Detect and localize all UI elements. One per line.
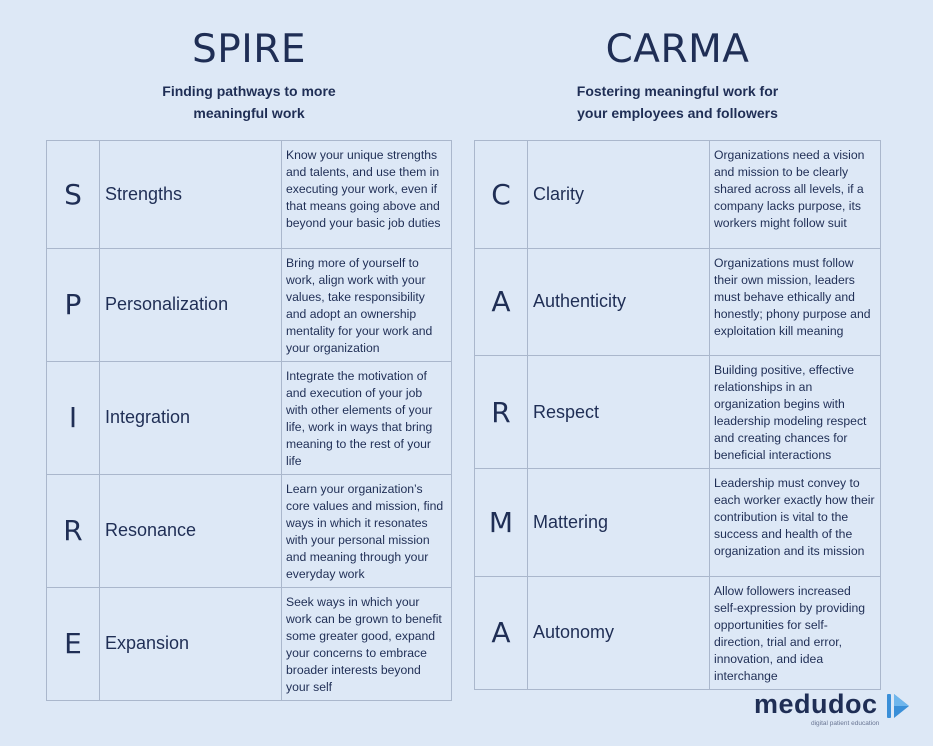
- table-row: [475, 576, 881, 689]
- acronym-description: Allow followers increased self-expression by providing opportunities for self-direction, trial and error, innovation, and idea interchange: [710, 576, 881, 689]
- acronym-description: Building positive, effective relationships in an organization begins with leadership modeling respect and creating chances for beneficial interactions: [710, 356, 881, 469]
- spire-table: [46, 140, 452, 701]
- acronym-letter: R: [47, 474, 100, 587]
- logo-wordmark: medudoc: [754, 689, 878, 719]
- acronym-letter: C: [475, 141, 528, 249]
- carma-title: CARMA: [605, 27, 750, 72]
- carma-subtitle: [474, 80, 881, 124]
- acronym-description: Integrate the motivation of and execution of your job with other elements of your life, work in ways that bring meaning to the rest of your life: [282, 361, 452, 474]
- acronym-word: Clarity: [528, 141, 710, 249]
- acronym-word: Authenticity: [528, 248, 710, 356]
- acronym-description: Learn your organization’s core values and mission, find ways in which it resonates with your personal mission and meaning through your everyday work: [282, 474, 452, 587]
- table-row: [475, 356, 881, 469]
- table-row: [475, 469, 881, 577]
- acronym-letter: A: [475, 248, 528, 356]
- spire-title: SPIRE: [191, 27, 306, 72]
- logo-tagline: digital patient education: [811, 720, 880, 727]
- carma-subtitle-line: Fostering meaningful work for: [576, 83, 779, 99]
- table-row: [475, 141, 881, 249]
- acronym-description: Seek ways in which your work can be grown to benefit some greater good, expand your concerns to embrace broader interests beyond your self: [282, 587, 452, 700]
- spire-subtitle-line: Finding pathways to more: [162, 83, 336, 99]
- table-row: [47, 474, 452, 587]
- acronym-word: Integration: [100, 361, 282, 474]
- acronym-letter: M: [475, 469, 528, 577]
- acronym-letter: R: [475, 356, 528, 469]
- carma-table: [474, 140, 881, 690]
- medudoc-logo[interactable]: [754, 688, 914, 736]
- spire-subtitle-line: meaningful work: [193, 105, 305, 121]
- acronym-letter: P: [47, 248, 100, 361]
- acronym-description: Bring more of yourself to work, align work with your values, take responsibility and adopt an ownership mentality for your work and your organization: [282, 248, 452, 361]
- table-row: [475, 248, 881, 356]
- acronym-word: Personalization: [100, 248, 282, 361]
- acronym-letter: S: [47, 141, 100, 249]
- acronym-word: Respect: [528, 356, 710, 469]
- table-row: [47, 587, 452, 700]
- acronym-word: Mattering: [528, 469, 710, 577]
- acronym-letter: E: [47, 587, 100, 700]
- acronym-word: Strengths: [100, 141, 282, 249]
- acronym-letter: A: [475, 576, 528, 689]
- carma-subtitle-line: your employees and followers: [577, 105, 778, 121]
- table-row: [47, 248, 452, 361]
- acronym-description: Leadership must convey to each worker exactly how their contribution is vital to the success and health of the organization and its mission: [710, 469, 881, 577]
- acronym-word: Expansion: [100, 587, 282, 700]
- acronym-description: Organizations must follow their own mission, leaders must behave ethically and honestly; phony purpose and exploitation kill meaning: [710, 248, 881, 356]
- table-row: [47, 361, 452, 474]
- play-chevron-icon: [887, 692, 913, 725]
- acronym-description: Know your unique strengths and talents, and use them in executing your work, even if that means going above and beyond your basic job duties: [282, 141, 452, 249]
- table-row: [47, 141, 452, 249]
- acronym-letter: I: [47, 361, 100, 474]
- acronym-word: Resonance: [100, 474, 282, 587]
- spire-subtitle: [46, 80, 452, 124]
- acronym-description: Organizations need a vision and mission to be clearly shared across all levels, if a company lacks purpose, its workers might follow suit: [710, 141, 881, 249]
- acronym-word: Autonomy: [528, 576, 710, 689]
